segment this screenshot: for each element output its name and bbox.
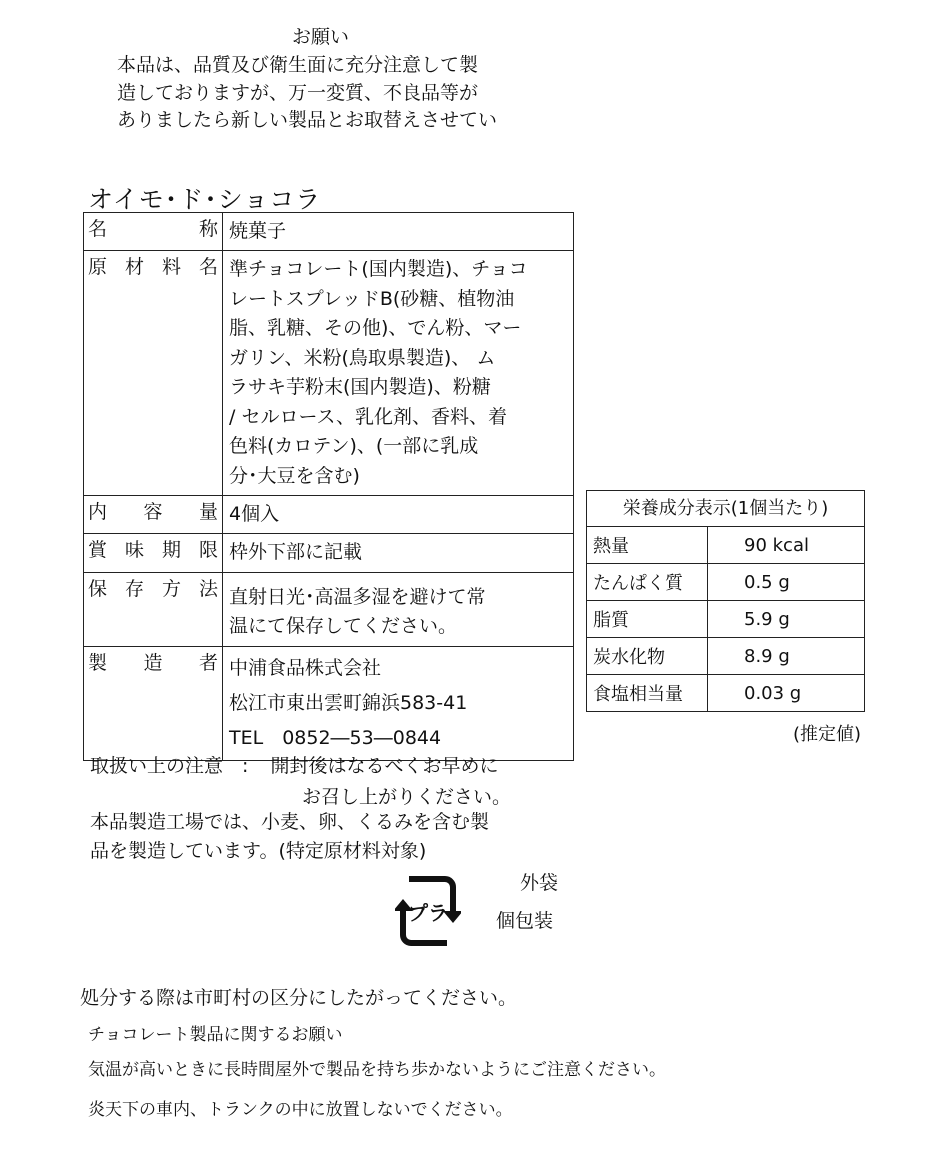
label-key-storage [84, 572, 223, 646]
chocolate-notice-line-2: 炎天下の車内、トランクの中に放置しないでください。 [88, 1100, 513, 1120]
package-individual: 個包装 [496, 910, 554, 932]
product-name: オイモ･ド･ショコラ [88, 185, 322, 214]
key-char: 名 [88, 218, 108, 240]
notice-line-1: 本品は、品質及び衛生面に充分注意して製 [117, 54, 479, 76]
nutrition-table [586, 526, 865, 712]
key-char: 量 [198, 500, 218, 523]
notice-title: お願い [292, 26, 350, 48]
key-char: 賞 [88, 539, 108, 562]
label-value-maker [223, 646, 574, 760]
label-row-ingredients [84, 251, 574, 496]
nutrition-row [587, 527, 865, 564]
ingredients-line: 分･大豆を含む) [229, 464, 360, 487]
key-char: 原 [88, 256, 108, 279]
label-row-maker [84, 646, 574, 760]
nutrition-value: 0.03 g [708, 675, 865, 712]
key-char: 法 [198, 577, 218, 600]
maker-phone: TEL 0852―53―0844 [229, 726, 442, 749]
nutrition-row [587, 638, 865, 675]
storage-line: 直射日光･高温多湿を避けて常 [229, 585, 486, 608]
nutrition-value: 5.9 g [708, 601, 865, 638]
maker-address: 松江市東出雲町錦浜583-41 [229, 691, 468, 714]
nutrition-name: 脂質 [587, 601, 708, 638]
nutrition-name: たんぱく質 [587, 564, 708, 601]
label-row-content [84, 495, 574, 533]
ingredients-line: 準チョコレート(国内製造)、チョコ [229, 258, 528, 281]
ingredients-line: / セルロース、乳化剤、香料、着 [229, 405, 508, 428]
label-key-content [84, 495, 223, 533]
key-char: 者 [198, 651, 218, 674]
ingredients-line: レートスプレッドB(砂糖、植物油 [229, 287, 515, 310]
handling-note [90, 752, 498, 781]
package-outer: 外袋 [520, 872, 559, 894]
chocolate-notice-line-1: 気温が高いときに長時間屋外で製品を持ち歩かないようにご注意ください。 [88, 1060, 666, 1080]
key-char: 容 [143, 500, 163, 523]
label-value-name: 焼菓子 [223, 213, 574, 251]
label-value-ingredients [223, 251, 574, 496]
label-table [83, 212, 574, 761]
handling-label: 取扱い上の注意 : [90, 755, 249, 777]
chocolate-notice-title: チョコレート製品に関するお願い [88, 1025, 343, 1045]
nutrition-row [587, 675, 865, 712]
key-char: 味 [124, 539, 144, 562]
label-key-ingredients [84, 251, 223, 496]
maker-company: 中浦食品株式会社 [229, 656, 382, 679]
label-key-expiry [84, 534, 223, 572]
label-row-expiry [84, 534, 574, 572]
factory-note [90, 808, 489, 867]
storage-line: 温にて保存してください。 [229, 615, 458, 638]
nutrition-value: 90 kcal [708, 527, 865, 564]
key-char: 保 [88, 577, 108, 600]
key-char: 造 [143, 651, 163, 674]
label-row-name [84, 213, 574, 251]
key-char: 名 [198, 256, 218, 279]
disposal-note: 処分する際は市町村の区分にしたがってください。 [80, 987, 518, 1009]
handling-line-1: 開封後はなるべくお早めに [270, 755, 499, 777]
recycle-pla-icon [395, 873, 461, 949]
nutrition-row [587, 564, 865, 601]
ingredients-line: 色料(カロテン)、(一部に乳成 [229, 435, 479, 458]
nutrition-value: 8.9 g [708, 638, 865, 675]
ingredients-line: 脂、乳糖、その他)、でん粉、マー [229, 317, 522, 340]
ingredients-line: ガリン、米粉(鳥取県製造)、 ム [229, 346, 496, 369]
nutrition-name: 熱量 [587, 527, 708, 564]
label-row-storage [84, 572, 574, 646]
notice-line-3: ありましたら新しい製品とお取替えさせてい [117, 109, 498, 131]
label-value-storage [223, 572, 574, 646]
key-char: 内 [88, 500, 108, 523]
nutrition-name: 食塩相当量 [587, 675, 708, 712]
factory-line-1: 本品製造工場では、小麦、卵、くるみを含む製 [90, 811, 490, 833]
nutrition-header: 栄養成分表示(1個当たり) [586, 490, 865, 526]
key-char: 製 [88, 651, 108, 674]
key-char: 称 [198, 218, 218, 240]
key-char: 材 [124, 256, 144, 279]
label-key-maker [84, 646, 223, 760]
key-char: 限 [198, 539, 218, 562]
key-char: 期 [161, 539, 181, 562]
nutrition-value: 0.5 g [708, 564, 865, 601]
recycle-mark-text: プラ [408, 901, 448, 925]
label-value-content: 4個入 [223, 495, 574, 533]
key-char: 存 [124, 577, 144, 600]
label-value-expiry: 枠外下部に記載 [223, 534, 574, 572]
key-char: 料 [161, 256, 181, 279]
nutrition-row [587, 601, 865, 638]
notice-line-2: 造しておりますが、万一変質、不良品等が [117, 82, 479, 104]
key-char: 方 [161, 577, 181, 600]
factory-line-2: 品を製造しています。(特定原材料対象) [90, 840, 427, 863]
label-key-name [84, 213, 223, 251]
nutrition-estimate-note: (推定値) [793, 724, 862, 745]
nutrition-name: 炭水化物 [587, 638, 708, 675]
handling-line-2: お召し上がりください。 [302, 786, 512, 808]
ingredients-line: ラサキ芋粉末(国内製造)、粉糖 [229, 376, 491, 399]
